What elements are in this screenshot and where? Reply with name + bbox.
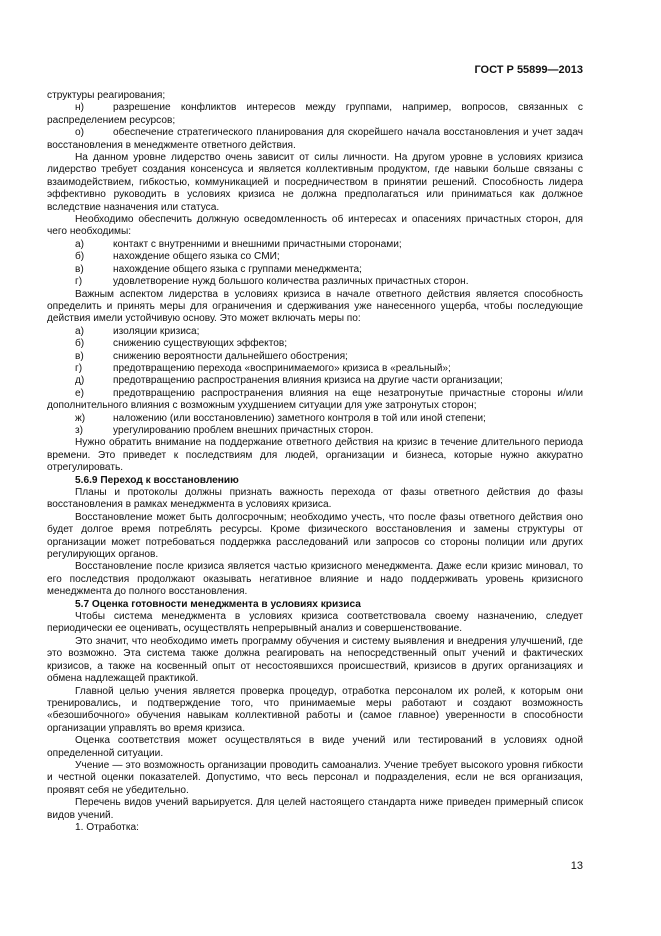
list-item-text: снижению вероятности дальнейшего обострения; (113, 350, 348, 362)
list-item-text: нахождение общего языка с группами менеджмента; (113, 263, 362, 275)
list-item (47, 239, 583, 251)
paragraph: Оценка соответствия может осуществляться в виде учений или тестирований в условиях одной определенной ситуации. (47, 735, 583, 759)
paragraph: На данном уровне лидерство очень зависит от силы личности. На другом уровне в условиях кризиса лидерство требует создания консенсуса и является коллективным продуктом, где навыки больше связаны с взаимодействием, гибкостью, коммуникацией и посредничеством в принятии решений. Способность лидера эффективно руководить в условиях кризиса не должна предполагаться или приниматься как должное вследствие назначения или статуса. (47, 152, 583, 213)
section-heading: 5.7 Оценка готовности менеджмента в условиях кризиса (75, 598, 361, 610)
list-marker: е) (75, 387, 85, 399)
list-marker: в) (75, 350, 84, 362)
list-marker: о) (75, 127, 85, 139)
list-marker: ж) (75, 412, 86, 424)
list-marker: а) (75, 238, 85, 250)
list-item (47, 425, 583, 437)
paragraph: Учение — это возможность организации проводить самоанализ. Учение требует высокого уровня гибкости и честной оценки показателей. Допустимо, что весь персонал и подразделения, если не вся организация, проявят себя не убедительно. (47, 759, 583, 796)
list-item-text: нахождение общего языка со СМИ; (113, 251, 280, 263)
list-item (47, 388, 583, 413)
paragraph: Необходимо обеспечить должную осведомленность об интересах и опасениях причастных сторон, для чего необходимы: (47, 214, 583, 238)
list-item-text: урегулированию проблем внешних причастных сторон. (113, 424, 374, 436)
paragraph: Важным аспектом лидерства в условиях кризиса в начале ответного действия является способность определить и принять меры для ограничения и сдерживания уже нанесенного ущерба, чтобы последующие действия имели устойчивую основу. Это может включать меры по: (47, 288, 583, 325)
list-item (47, 413, 583, 425)
list-marker: б) (75, 251, 85, 263)
paragraph: Нужно обратить внимание на поддержание ответного действия на кризис в течение длительного периода времени. Это приведет к последствиям для людей, организации и бизнеса, которые нужно аккуратно отрегулировать. (47, 437, 583, 474)
list-item-text: контакт с внутренними и внешними причастными сторонами; (113, 238, 402, 250)
paragraph: Восстановление может быть долгосрочным; необходимо учесть, что после фазы ответного действия оно будет долгое время потреблять ресурсы. Кроме физического восстановления и замены структуры от организации может потребоваться поддержка расследований или запросов со стороны полиции или других регулирующих органов. (47, 511, 583, 561)
paragraph: 1. Отработка: (75, 821, 139, 833)
paragraph: Главной целью учения является проверка процедур, отработка персоналом их ролей, к которым они тренировались, и подтверждение того, что принимаемые меры работают и создают возможность «безошибочного» обучения навыкам коллективной работы и (самое главное) уверенности в способности организации управлять во время кризиса. (47, 685, 583, 734)
paragraph: Это значит, что необходимо иметь программу обучения и систему выявления и внедрения улучшений, где это возможно. Эта система также должна реагировать на непосредственный опыт учений и фактических кризисов, а также на косвенный опыт от несостоявшихся происшествий, кризисов в других организациях и обмена надлежащей практикой. (47, 635, 583, 685)
list-item (47, 351, 583, 363)
list-item (47, 264, 583, 276)
list-item-text: удовлетворение нужд большого количества различных причастных сторон. (113, 276, 469, 288)
section-heading: 5.6.9 Переход к восстановлению (75, 474, 239, 486)
page-number: 13 (570, 860, 583, 872)
list-item (47, 102, 583, 127)
list-item (47, 326, 583, 338)
paragraph: структуры реагирования; (47, 90, 166, 101)
list-item (47, 375, 583, 387)
list-marker: з) (75, 424, 84, 436)
list-marker: н) (75, 102, 84, 114)
paragraph: Перечень видов учений варьируется. Для целей настоящего стандарта ниже приведен примерный список видов учений. (47, 797, 583, 821)
document-header: ГОСТ Р 55899—2013 (474, 64, 583, 76)
document-body (47, 90, 583, 834)
list-item-text: изоляции кризиса; (113, 325, 200, 337)
list-item-text: снижению существующих эффектов; (113, 338, 288, 350)
list-item (47, 363, 583, 375)
paragraph: Планы и протоколы должны признать важность перехода от фазы ответного действия до фазы восстановления в рамках менеджмента в условиях кризиса. (47, 487, 583, 511)
list-item-text: предотвращению распространения влияния кризиса на другие части организации; (113, 375, 503, 387)
list-marker: д) (75, 375, 85, 387)
list-item (47, 127, 583, 152)
paragraph: Чтобы система менеджмента в условиях кризиса соответствовала своему назначению, следует периодически ее оценивать, осуществлять непрерывный анализ и совершенствование. (47, 611, 583, 635)
list-marker: г) (75, 362, 83, 374)
list-item (47, 338, 583, 350)
list-item-text: наложению (или восстановлению) заметного контроля в той или иной степени; (113, 412, 486, 424)
list-item-text: разрешение конфликтов интересов между группами, например, вопросов, связанных с распределением ресурсов; (47, 102, 583, 126)
list-item (47, 251, 583, 263)
list-item-text: обеспечение стратегического планирования для скорейшего начала восстановления и учет задач восстановления в менеджменте ответного действия. (47, 127, 583, 151)
list-marker: б) (75, 338, 85, 350)
list-marker: а) (75, 325, 85, 337)
list-marker: в) (75, 263, 84, 275)
list-item (47, 276, 583, 288)
list-marker: г) (75, 276, 83, 288)
list-item-text: предотвращению перехода «воспринимаемого» кризиса в «реальный»; (113, 362, 451, 374)
list-item-text: предотвращению распространения влияния на еще незатронутые причастные стороны и/или дополнительного влияния с возможным ухудшением ситуации для уже затронутых сторон; (47, 387, 583, 412)
paragraph: Восстановление после кризиса является частью кризисного менеджмента. Даже если кризис миновал, то его последствия продолжают оказывать негативное влияние и надо поддерживать уровень кризисного менеджмента до полного восстановления. (47, 561, 583, 598)
